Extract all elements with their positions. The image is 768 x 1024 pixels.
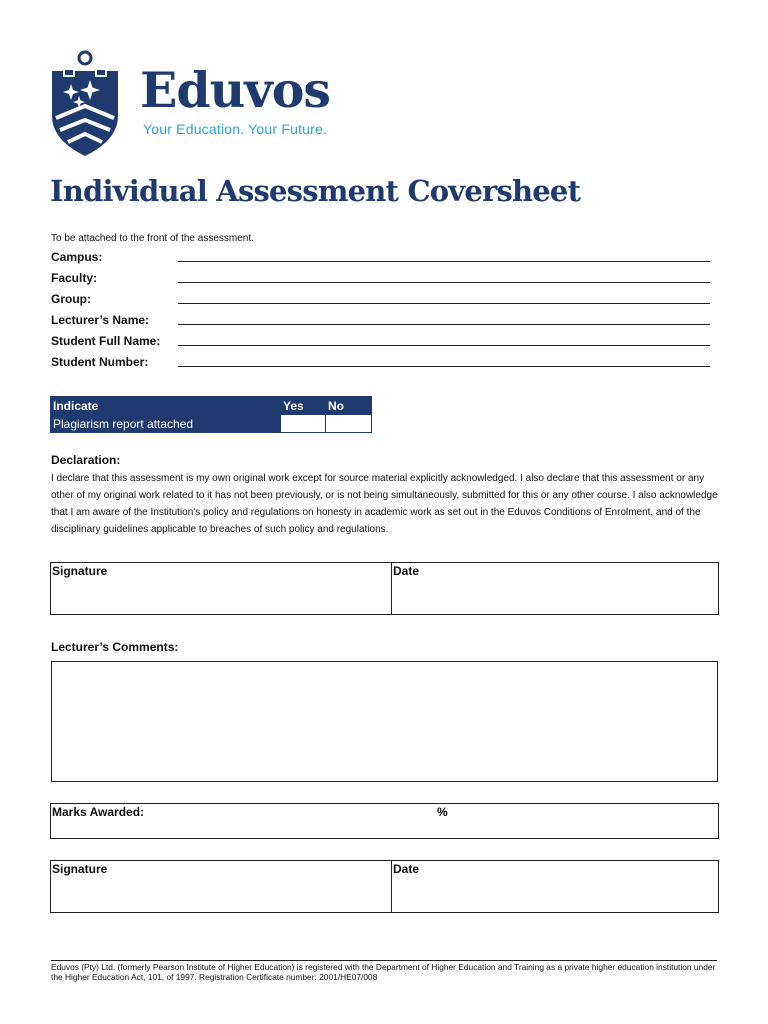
footer-divider — [51, 960, 717, 961]
indicate-header-row — [51, 397, 372, 415]
shield-crest-icon — [50, 50, 120, 158]
field-label: Group: — [51, 292, 91, 306]
faculty-input-line[interactable] — [178, 282, 710, 283]
plagiarism-no-cell[interactable] — [326, 415, 372, 433]
box-divider — [391, 861, 392, 912]
footer-text: Eduvos (Pty) Ltd. (formerly Pearson Institute of Higher Education) is registered with the Department of Higher Education and Training as a private higher education institution under the Higher Education Act, 101, of 1997. Registration Certificate number: 2001/HE07/008 — [51, 962, 716, 982]
field-label: Faculty: — [51, 271, 98, 285]
declaration-text: I declare that this assessment is my own original work except for source material explicitly acknowledged. I also declare that this assessment or any other of my original work related to it has not been previously, or is not being simultaneously, submitted for this or any other course. I also acknowledge that I am aware of the Institution's policy and regulations on honesty in academic work as set out in the Eduvos Conditions of Enrolment, and of the disciplinary guidelines applicable to breaches of such policy and regulations. — [51, 473, 718, 535]
date-label: Date — [393, 862, 420, 876]
declaration-heading: Declaration: — [51, 453, 121, 467]
comments-box[interactable] — [51, 661, 718, 782]
marks-box — [50, 803, 719, 839]
field-label: Student Number: — [51, 355, 149, 369]
indicate-header: Indicate — [51, 397, 281, 415]
brand-tagline: Your Education. Your Future. — [143, 121, 328, 137]
lecturer-name-input-line[interactable] — [178, 324, 710, 325]
plagiarism-yes-cell[interactable] — [281, 415, 326, 433]
student-number-input-line[interactable] — [178, 366, 710, 367]
campus-input-line[interactable] — [178, 261, 710, 262]
marks-percent: % — [437, 805, 448, 819]
brand-name: Eduvos — [140, 61, 330, 119]
no-header: No — [326, 397, 372, 415]
signature-label: Signature — [52, 564, 108, 578]
marks-label: Marks Awarded: — [52, 805, 145, 819]
comments-heading: Lecturer’s Comments: — [51, 640, 179, 654]
page-title: Individual Assessment Coversheet — [50, 174, 581, 208]
date-label: Date — [393, 564, 420, 578]
plagiarism-label: Plagiarism report attached — [51, 415, 281, 433]
signature-date-box-2 — [50, 860, 719, 913]
student-full-name-input-line[interactable] — [178, 345, 710, 346]
field-label: Student Full Name: — [51, 334, 161, 348]
field-label: Campus: — [51, 250, 103, 264]
group-input-line[interactable] — [178, 303, 710, 304]
plagiarism-row — [51, 415, 372, 433]
yes-header: Yes — [281, 397, 326, 415]
field-label: Lecturer’s Name: — [51, 313, 150, 327]
intro-text: To be attached to the front of the assessment. — [51, 233, 254, 244]
signature-label: Signature — [52, 862, 108, 876]
signature-date-box-1 — [50, 562, 719, 615]
box-divider — [391, 563, 392, 614]
indicate-table — [50, 396, 372, 433]
